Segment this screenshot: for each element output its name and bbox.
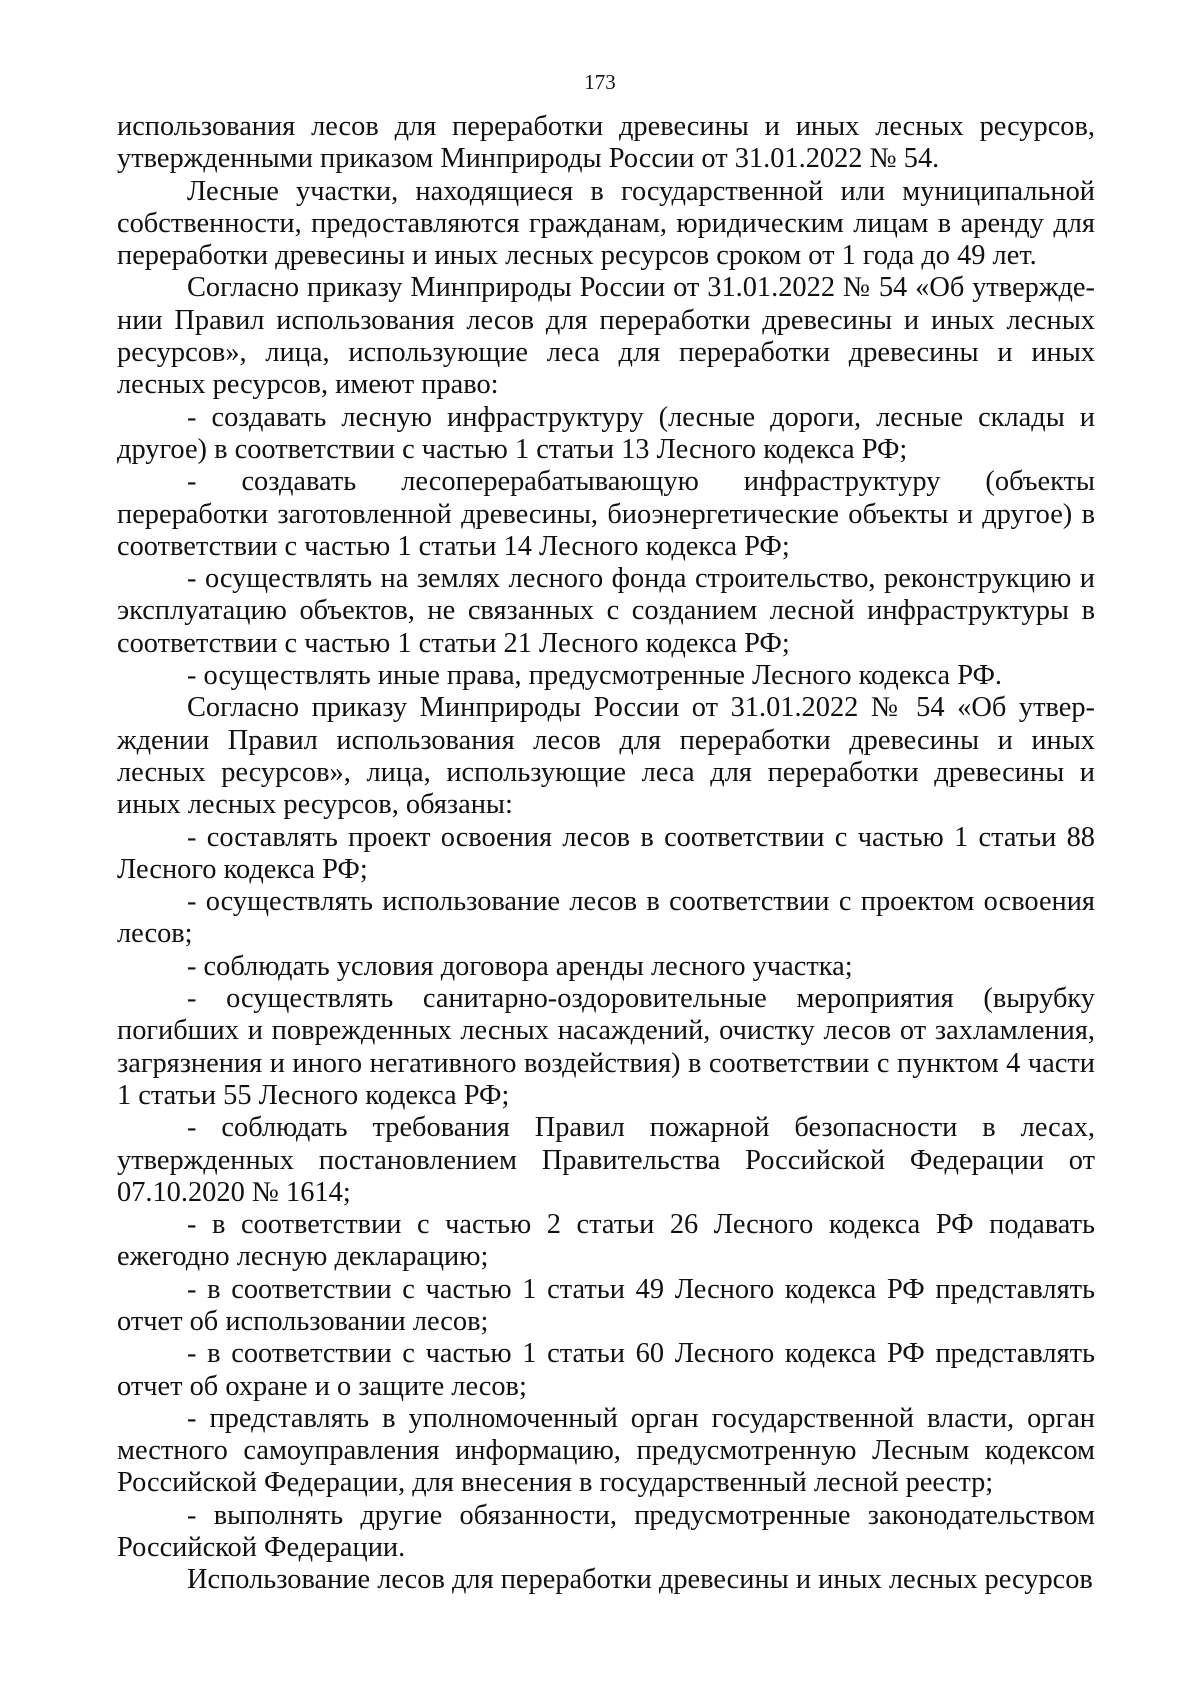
list-item-obligation: - осуществлять санитарно-оздоровительные мероприятия (вырубку погибших и поврежденных лесных насаждений, очистку лесов от захламления, загрязнения и иного негативного воздействия) в соответствии с пунктом 4 части 1 статьи 55 Лесного кодекса РФ; (117, 983, 1095, 1111)
list-item-obligation: - представлять в уполномоченный орган государственной власти, орган местного самоуправления информацию, предусмотренную Лесным кодексом Российской Федерации, для внесения в государственный лесной реестр; (117, 1402, 1095, 1499)
list-item-right: - осуществлять на землях лесного фонда строительство, реконструкцию и эксплуатацию объектов, не связанных с созданием лесной инфраструктуры в соответствии с частью 1 статьи 21 Лесного кодекса РФ; (117, 563, 1095, 659)
list-item-right: - осуществлять иные права, предусмотренные Лесного кодекса РФ. (187, 660, 1003, 692)
document-body (117, 111, 1095, 1597)
paragraph-lease-terms: Лесные участки, находящиеся в государственной или муниципальной собственности, предоставляются гражданам, юридическим лицам в аренду для переработки древесины и иных лесных ресурсов сроком от 1 года до 49 лет. (117, 175, 1095, 272)
list-item-right: - создавать лесную инфраструктуру (лесные дороги, лесные склады и другое) в соответствии с частью 1 статьи 13 Лесного кодекса РФ; (117, 401, 1095, 465)
paragraph-obligations-intro: Согласно приказу Минприроды России от 31.01.2022 № 54 «Об утверждении Правил использования лесов для переработки древесины и иных лесных ресурсов», лица, использующие леса для переработки древесины и иных лесных ресурсов, обязаны: (117, 692, 1095, 821)
paragraph-continued-from-previous-page: использования лесов для переработки древесины и иных лесных ресурсов, утвержденными приказом Минприроды России от 31.01.2022 № 54. (117, 111, 1095, 175)
list-item-obligation: - выполнять другие обязанности, предусмотренные законодательством Российской Федерации. (117, 1499, 1095, 1564)
page-number: 173 (584, 70, 616, 94)
list-item-obligation: - соблюдать условия договора аренды лесного участка; (187, 950, 853, 982)
list-item-obligation: - составлять проект освоения лесов в соответствии с частью 1 статьи 88 Лесного кодекса РФ; (117, 821, 1095, 885)
list-item-obligation: - в соответствии с частью 2 статьи 26 Лесного кодекса РФ подавать ежегодно лесную декларацию; (117, 1209, 1095, 1273)
paragraph-rights-intro: Согласно приказу Минприроды России от 31.01.2022 № 54 «Об утверждении Правил использования лесов для переработки древесины и иных лесных ресурсов», лица, использующие леса для переработки древесины и иных лесных ресурсов, имеют право: (117, 272, 1095, 401)
list-item-obligation: - в соответствии с частью 1 статьи 49 Лесного кодекса РФ представлять отчет об использовании лесов; (117, 1273, 1095, 1337)
list-item-obligation: - в соответствии с частью 1 статьи 60 Лесного кодекса РФ представлять отчет об охране и о защите лесов; (117, 1338, 1095, 1402)
paragraph-continues-next-page: Использование лесов для переработки древесины и иных лесных ресурсов (187, 1564, 1093, 1596)
list-item-obligation: - осуществлять использование лесов в соответствии с проектом освоения лесов; (117, 886, 1095, 950)
list-item-right: - создавать лесоперерабатывающую инфраструктуру (объекты переработки заготовленной древесины, биоэнергетические объекты и другое) в соответствии с частью 1 статьи 14 Лесного кодекса РФ; (117, 466, 1095, 562)
list-item-obligation: - соблюдать требования Правил пожарной безопасности в лесах, утвержденных постановлением Правительства Российской Федерации от 07.10.2020 № 1614; (117, 1112, 1095, 1208)
